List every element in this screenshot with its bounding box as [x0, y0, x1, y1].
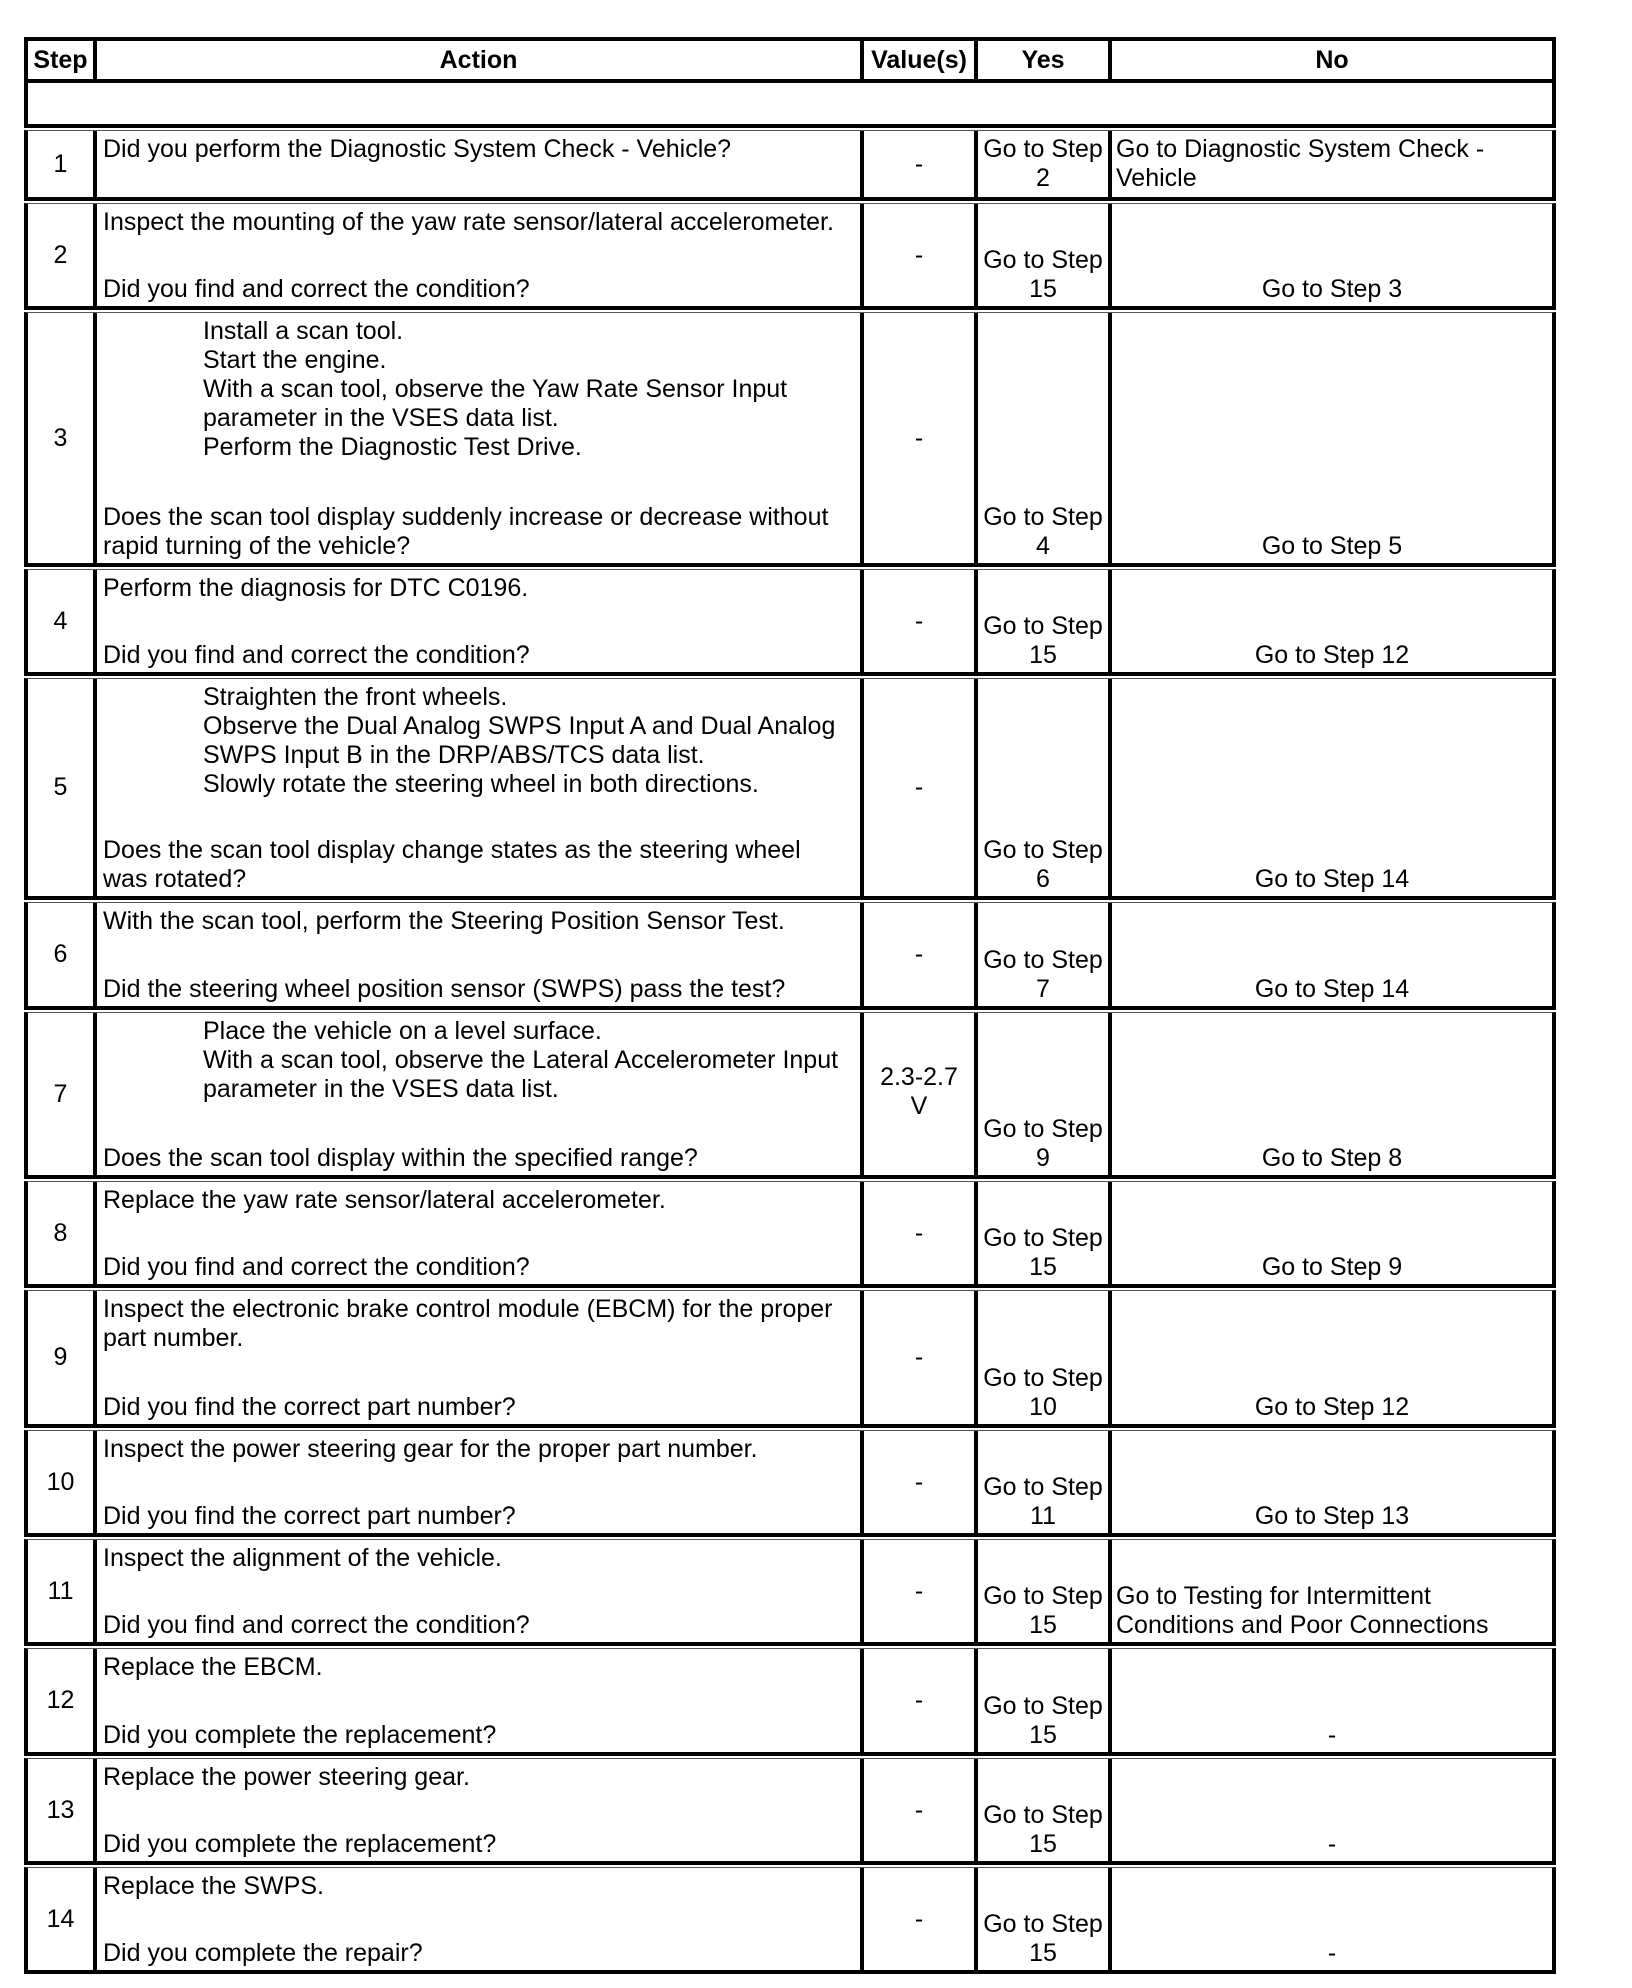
- action-line: Replace the EBCM.: [103, 1653, 323, 1681]
- action-instructions: [103, 683, 856, 799]
- table-row: [24, 569, 1556, 676]
- value-text: -: [914, 1795, 924, 1824]
- table-row: [24, 1181, 1556, 1288]
- value-cell: [864, 679, 978, 896]
- yes-cell: [978, 679, 1112, 896]
- step-number-text: 8: [53, 1218, 68, 1247]
- yes-line: Go to Step: [983, 1364, 1103, 1392]
- step-number: [28, 313, 97, 563]
- table-row: [24, 203, 1556, 310]
- action-line: Inspect the electronic brake control module (EBCM) for the proper: [103, 1295, 833, 1323]
- table-row: [24, 1867, 1556, 1974]
- yes-line: 4: [1036, 532, 1050, 560]
- action-line: With a scan tool, observe the Lateral Accelerometer Input: [203, 1046, 839, 1074]
- value-cell: [864, 313, 978, 563]
- table-row: [24, 1758, 1556, 1865]
- yes-line: 10: [1029, 1393, 1057, 1421]
- step-number-text: 14: [46, 1904, 75, 1933]
- action-cell: [97, 204, 864, 306]
- value-text: -: [914, 940, 924, 968]
- value-text: 2.3-2.7 V: [880, 1063, 958, 1120]
- header-action: Action: [97, 41, 864, 79]
- table-row: [24, 1430, 1556, 1537]
- action-cell: [97, 570, 864, 672]
- step-number-text: 12: [46, 1686, 75, 1714]
- yes-cell: [978, 1649, 1112, 1752]
- action-question: [103, 1611, 856, 1640]
- step-number-text: 13: [46, 1795, 75, 1824]
- value-text: -: [914, 773, 924, 801]
- step-number-text: 2: [53, 240, 68, 269]
- yes-line: 2: [1036, 164, 1050, 192]
- action-line: Slowly rotate the steering wheel in both directions.: [203, 770, 759, 798]
- action-instructions: [103, 907, 856, 936]
- action-line: parameter in the VSES data list.: [203, 1075, 559, 1103]
- step-number: [28, 1759, 97, 1861]
- action-question: [103, 836, 856, 894]
- yes-line: Go to Step: [983, 1224, 1103, 1252]
- action-line: Inspect the power steering gear for the proper part number.: [103, 1435, 758, 1463]
- question-line: Did you complete the replacement?: [103, 1830, 497, 1858]
- step-number-text: 10: [46, 1467, 75, 1496]
- action-question: [103, 641, 856, 670]
- question-line: Did you complete the replacement?: [103, 1721, 497, 1749]
- yes-cell: [978, 570, 1112, 672]
- step-number: [28, 204, 97, 306]
- step-number-text: 1: [53, 149, 68, 178]
- action-question: [103, 135, 856, 164]
- value-text: -: [914, 1467, 924, 1496]
- yes-cell: [978, 131, 1112, 197]
- action-instructions: [103, 1435, 856, 1464]
- action-line: Replace the SWPS.: [103, 1872, 324, 1900]
- action-cell: [97, 1182, 864, 1284]
- yes-line: 15: [1029, 275, 1057, 303]
- value-cell: [864, 1868, 978, 1970]
- question-line: Did you find and correct the condition?: [103, 641, 530, 669]
- yes-line: Go to Step: [983, 135, 1103, 163]
- action-line: Inspect the alignment of the vehicle.: [103, 1544, 502, 1572]
- step-number-text: 4: [53, 606, 68, 635]
- no-line: Go to Step 5: [1261, 532, 1403, 560]
- table-row: [24, 1290, 1556, 1428]
- action-line: part number.: [103, 1324, 244, 1352]
- value-cell: [864, 1431, 978, 1533]
- step-number: [28, 1013, 97, 1175]
- yes-line: Go to Step: [983, 1115, 1103, 1143]
- value-cell: [864, 131, 978, 197]
- step-number: [28, 1182, 97, 1284]
- value-text: -: [914, 1343, 924, 1371]
- question-line: Does the scan tool display suddenly increase or decrease without: [103, 503, 829, 531]
- step-number: [28, 1649, 97, 1752]
- question-line: Did you find the correct part number?: [103, 1502, 516, 1530]
- value-cell: [864, 1182, 978, 1284]
- value-cell: [864, 570, 978, 672]
- action-question: [103, 1721, 856, 1750]
- action-line: Observe the Dual Analog SWPS Input A and Dual Analog: [203, 712, 836, 740]
- no-line: Go to Step 8: [1261, 1144, 1403, 1172]
- step-number-text: 7: [53, 1079, 68, 1108]
- no-cell: [1112, 1291, 1552, 1424]
- no-line: Go to Testing for Intermittent: [1116, 1582, 1431, 1610]
- action-instructions: [103, 1544, 856, 1573]
- action-line: Place the vehicle on a level surface.: [203, 1017, 602, 1045]
- header-step: Step: [28, 41, 97, 79]
- action-instructions: [103, 208, 856, 237]
- step-number: [28, 679, 97, 896]
- yes-line: 15: [1029, 1611, 1057, 1639]
- yes-line: Go to Step: [983, 836, 1103, 864]
- yes-line: Go to Step: [983, 612, 1103, 640]
- yes-cell: [978, 1868, 1112, 1970]
- action-instructions: [103, 574, 856, 603]
- yes-line: 11: [1030, 1502, 1056, 1530]
- no-line: -: [1327, 1721, 1337, 1749]
- value-cell: [864, 1540, 978, 1642]
- table-row: [24, 1648, 1556, 1756]
- question-line: Did you complete the repair?: [103, 1939, 423, 1967]
- no-cell: [1112, 903, 1552, 1006]
- action-line: Perform the diagnosis for DTC C0196.: [103, 574, 529, 602]
- yes-cell: [978, 1182, 1112, 1284]
- yes-line: 7: [1036, 975, 1050, 1003]
- action-line: Straighten the front wheels.: [203, 683, 508, 711]
- no-cell: [1112, 1868, 1552, 1970]
- action-cell: [97, 1431, 864, 1533]
- yes-line: Go to Step: [983, 1910, 1103, 1938]
- yes-cell: [978, 204, 1112, 306]
- question-line: Did you find and correct the condition?: [103, 1253, 530, 1281]
- step-number-text: 9: [53, 1343, 68, 1371]
- action-line: parameter in the VSES data list.: [203, 404, 559, 432]
- header-values: Value(s): [864, 41, 978, 79]
- action-question: [103, 1144, 856, 1173]
- step-number-text: 5: [53, 773, 68, 801]
- question-line: Does the scan tool display within the specified range?: [103, 1144, 698, 1172]
- action-cell: [97, 1291, 864, 1424]
- table-row: [24, 312, 1556, 567]
- action-instructions: [103, 1653, 856, 1682]
- no-line: Go to Step 3: [1261, 275, 1403, 303]
- action-instructions: [103, 1295, 856, 1353]
- step-number: [28, 570, 97, 672]
- action-cell: [97, 313, 864, 563]
- header-no: No: [1315, 46, 1349, 74]
- blank-cell: [28, 83, 1552, 124]
- yes-cell: [978, 1013, 1112, 1175]
- no-line: Go to Step 12: [1254, 641, 1410, 669]
- no-cell: [1112, 1649, 1552, 1752]
- no-cell: [1112, 1759, 1552, 1861]
- yes-line: Go to Step: [983, 246, 1103, 274]
- action-cell: [97, 1868, 864, 1970]
- action-instructions: [103, 1872, 856, 1901]
- value-cell: [864, 1291, 978, 1424]
- no-cell: [1112, 679, 1552, 896]
- step-number: [28, 1868, 97, 1970]
- action-instructions: [103, 1186, 856, 1215]
- value-cell: [864, 1649, 978, 1752]
- value-text: -: [914, 423, 924, 452]
- yes-line: Go to Step: [983, 1692, 1103, 1720]
- action-question: [103, 1253, 856, 1282]
- table-row: [24, 1539, 1556, 1646]
- no-cell: [1112, 131, 1552, 197]
- yes-line: Go to Step: [983, 946, 1103, 974]
- question-line: Did you find the correct part number?: [103, 1393, 516, 1421]
- table-row: [24, 1012, 1556, 1179]
- no-line: -: [1327, 1830, 1337, 1858]
- action-question: [103, 1393, 856, 1422]
- table-row: [24, 678, 1556, 900]
- question-line: Did you find and correct the condition?: [103, 1611, 530, 1639]
- no-cell: [1112, 1540, 1552, 1642]
- question-line: was rotated?: [103, 865, 247, 893]
- value-text: -: [914, 1686, 924, 1714]
- step-number-text: 11: [47, 1576, 74, 1605]
- no-line: Go to Step 14: [1254, 865, 1410, 893]
- no-line: Go to Step 13: [1254, 1502, 1410, 1530]
- no-line: -: [1327, 1939, 1337, 1967]
- action-instructions: [103, 1017, 856, 1104]
- action-question: [103, 975, 856, 1004]
- action-question: [103, 503, 856, 561]
- yes-line: 15: [1029, 1253, 1057, 1281]
- question-line: Did you perform the Diagnostic System Check - Vehicle?: [103, 135, 732, 163]
- yes-line: Go to Step: [983, 1801, 1103, 1829]
- value-cell: [864, 1759, 978, 1861]
- value-text: -: [914, 149, 924, 178]
- action-instructions: [103, 317, 856, 462]
- table-row: [24, 130, 1556, 201]
- action-line: Install a scan tool.: [203, 317, 404, 345]
- value-cell: [864, 204, 978, 306]
- action-line: Replace the yaw rate sensor/lateral accelerometer.: [103, 1186, 666, 1214]
- yes-line: 9: [1036, 1144, 1050, 1172]
- yes-line: 6: [1036, 865, 1050, 893]
- action-question: [103, 275, 856, 304]
- question-line: Does the scan tool display change states as the steering wheel: [103, 836, 801, 864]
- no-cell: [1112, 204, 1552, 306]
- step-number: [28, 903, 97, 1006]
- yes-cell: [978, 313, 1112, 563]
- step-number: [28, 1291, 97, 1424]
- action-line: With a scan tool, observe the Yaw Rate Sensor Input: [203, 375, 788, 403]
- question-line: Did you find and correct the condition?: [103, 275, 530, 303]
- action-cell: [97, 903, 864, 1006]
- action-question: [103, 1830, 856, 1859]
- no-cell: [1112, 1431, 1552, 1533]
- step-number-text: 6: [53, 940, 68, 968]
- no-line: Go to Diagnostic System Check -: [1116, 135, 1485, 163]
- no-line: Conditions and Poor Connections: [1116, 1611, 1489, 1639]
- yes-line: Go to Step: [983, 1473, 1103, 1501]
- no-line: Go to Step 12: [1254, 1393, 1410, 1421]
- action-line: Replace the power steering gear.: [103, 1763, 470, 1791]
- action-cell: [97, 1013, 864, 1175]
- value-cell: [864, 903, 978, 1006]
- diagnostic-table: [24, 37, 1556, 1974]
- step-number: [28, 1540, 97, 1642]
- header-yes: Yes: [978, 41, 1112, 79]
- value-text: -: [914, 1904, 924, 1933]
- value-text: -: [914, 1218, 924, 1247]
- action-cell: [97, 131, 864, 197]
- yes-line: Go to Step: [983, 503, 1103, 531]
- yes-line: 15: [1029, 1721, 1057, 1749]
- table-body: [24, 130, 1556, 1974]
- action-line: SWPS Input B in the DRP/ABS/TCS data list.: [203, 741, 705, 769]
- action-cell: [97, 679, 864, 896]
- action-instructions: [103, 1763, 856, 1792]
- yes-line: 15: [1029, 641, 1057, 669]
- yes-cell: [978, 903, 1112, 1006]
- action-cell: [97, 1759, 864, 1861]
- no-line: Vehicle: [1116, 164, 1197, 192]
- value-text: -: [914, 1576, 924, 1605]
- yes-cell: [978, 1540, 1112, 1642]
- action-question: [103, 1939, 856, 1968]
- yes-cell: [978, 1759, 1112, 1861]
- step-number-text: 3: [53, 423, 68, 452]
- no-cell: [1112, 1182, 1552, 1284]
- step-number: [28, 131, 97, 197]
- value-text: -: [914, 240, 924, 269]
- no-line: Go to Step 9: [1261, 1253, 1403, 1281]
- action-line: Perform the Diagnostic Test Drive.: [203, 433, 582, 461]
- action-cell: [97, 1540, 864, 1642]
- yes-cell: [978, 1291, 1112, 1424]
- blank-row: [24, 83, 1556, 128]
- yes-cell: [978, 1431, 1112, 1533]
- action-line: Inspect the mounting of the yaw rate sensor/lateral accelerometer.: [103, 208, 834, 236]
- action-line: With the scan tool, perform the Steering Position Sensor Test.: [103, 907, 785, 935]
- step-number: [28, 1431, 97, 1533]
- yes-line: Go to Step: [983, 1582, 1103, 1610]
- table-header: [24, 37, 1556, 83]
- action-line: Start the engine.: [203, 346, 387, 374]
- value-cell: [864, 1013, 978, 1175]
- value-text: -: [914, 606, 924, 635]
- table-row: [24, 902, 1556, 1010]
- no-line: Go to Step 14: [1254, 975, 1410, 1003]
- action-cell: [97, 1649, 864, 1752]
- yes-line: 15: [1029, 1939, 1057, 1967]
- question-line: rapid turning of the vehicle?: [103, 532, 411, 560]
- yes-line: 15: [1029, 1830, 1057, 1858]
- question-line: Did the steering wheel position sensor (SWPS) pass the test?: [103, 975, 786, 1003]
- no-cell: [1112, 1013, 1552, 1175]
- no-cell: [1112, 313, 1552, 563]
- no-cell: [1112, 570, 1552, 672]
- action-question: [103, 1502, 856, 1531]
